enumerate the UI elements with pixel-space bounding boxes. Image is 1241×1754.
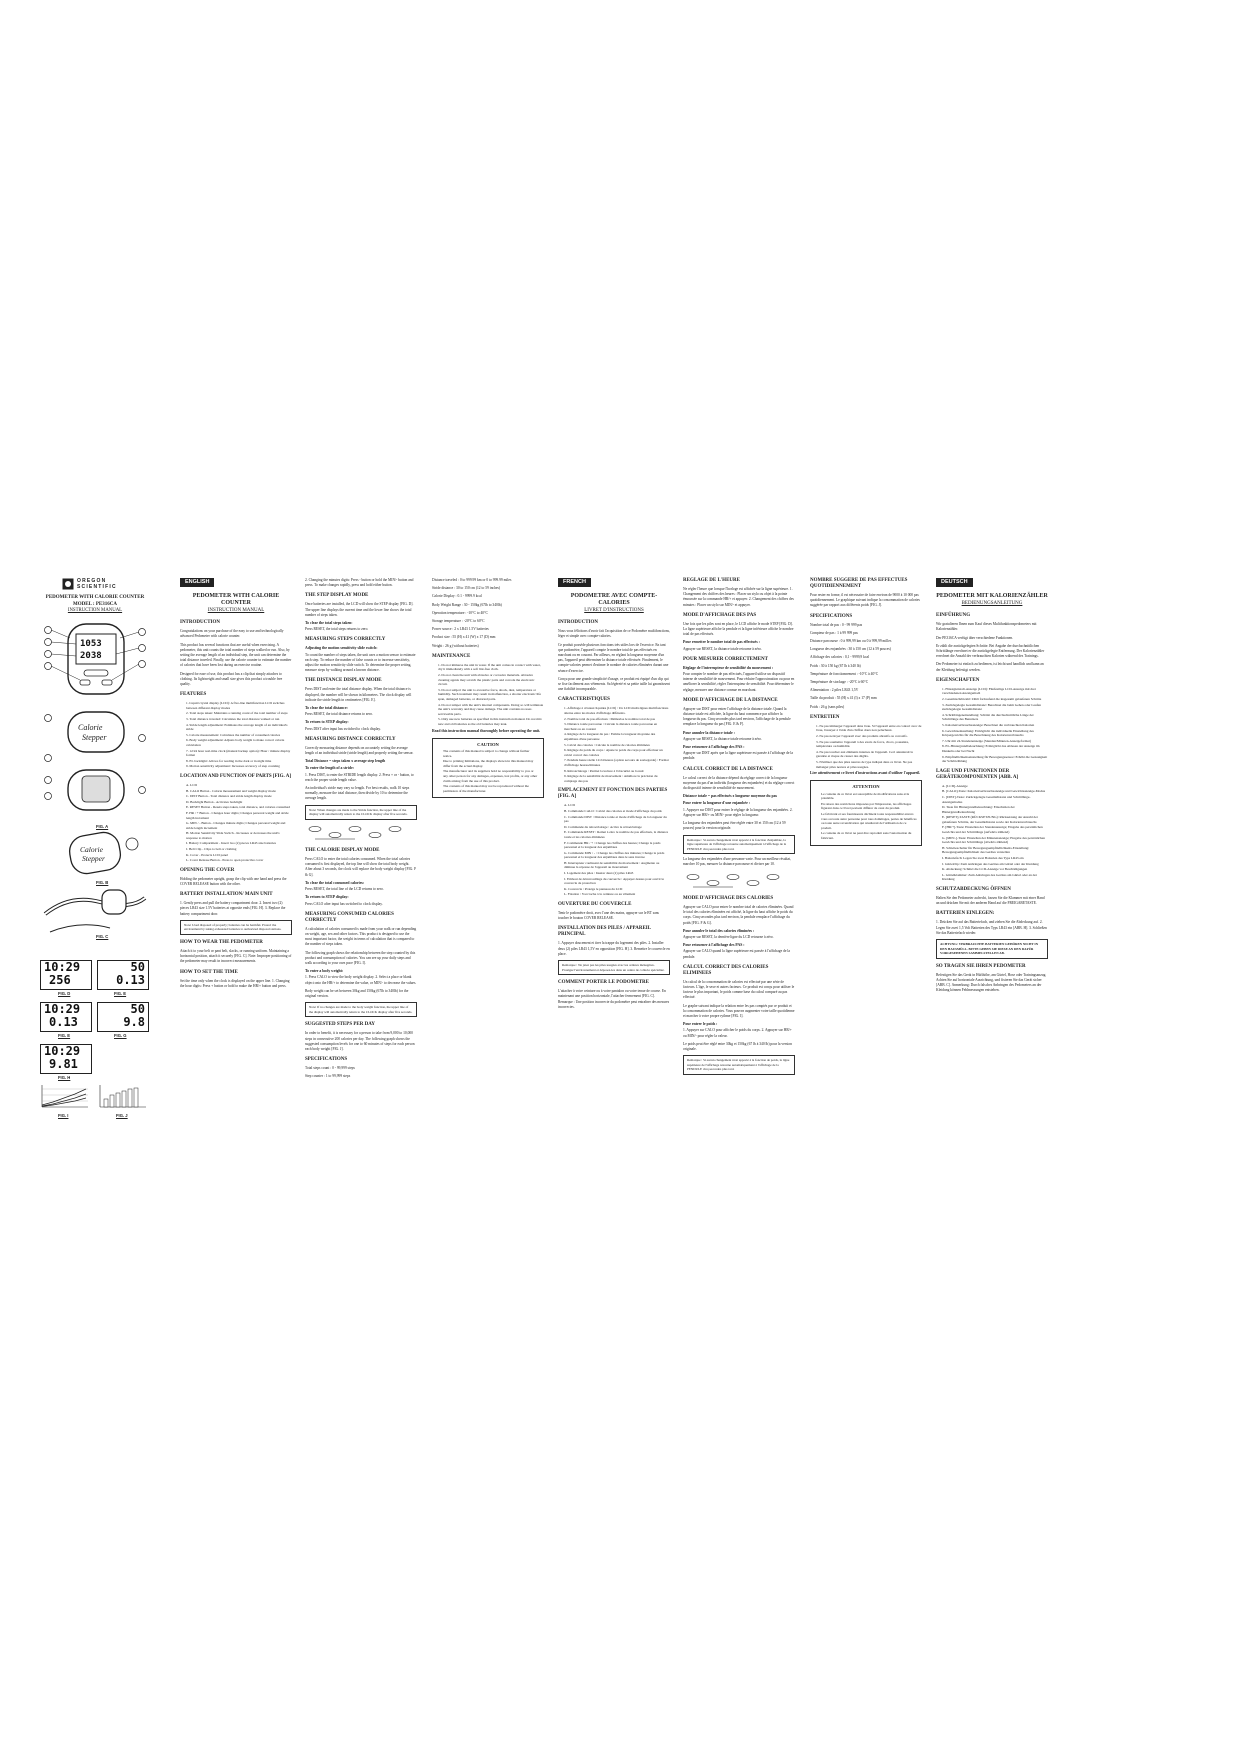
german-column-1 [936, 578, 1048, 997]
list-item: 4. Stride length adjustment: Estimates the average length of an individual's stride [186, 722, 288, 732]
section-heading: SCHUTZABDECKUNG ÖFFNEN [936, 887, 1011, 893]
paragraph: Ce produit possède plusieurs fonctions très utiles lors de l'exercice. En tant que podomètre, l'appareil compte le nombre total de pas effectués en marchant ou en courant. Par ailleurs, en réglant la longueur moyenne d'un pas, l'appareil peut déterminer la distance totale effectuée. Finalement, le compte-calories permet d'estimer le nombre de calories éliminées durant une séance d'exercice. [558, 642, 669, 673]
spec-row: Stride distance : 30 to 150 cm (12 to 59 inches) [432, 586, 501, 591]
paragraph: Appuyer sur DIST pour entrer l'affichage de la distance totale. Quand la distance totale est affichée, la ligne du haut commence par afficher la longueur du pas. Cinq secondes plus tard environ, l'affichage de la pendule remplace la longueur du pas [FIG. E & F]. [683, 706, 791, 727]
spec-row: Nombre total de pas : 0 - 99 999 pas [810, 622, 863, 627]
english-column-1 [180, 578, 292, 992]
paragraph: Appuyer sur DIST après que la ligne supérieure est passée à l'affichage de la pendule. [683, 751, 793, 761]
list-item: Le fabricant et ses fournisseurs déclinent toute responsabilité envers vous ou toute autre personne pour tous dommages, pertes de bénéfices ou toute autre revendication qui résulterait de l'utilisation de ce produit. [821, 811, 917, 830]
paragraph: Once batteries are installed, the LCD will show the STEP display [FIG. D]. The upper line displays the current time and the lower line shows the total number of steps taken. [305, 602, 414, 617]
paragraph: Le graphe suivant indique la relation entre les pas comptés par ce produit et la consommation de calories. Vous pouvez augmenter votre taille quotidienne et marcher à votre propre rythme [FIG. I]. [683, 1003, 795, 1018]
list-item: The contents of this manual may not be reproduced without the permission of the manufacturer. [443, 784, 529, 793]
list-item: 4. Schrittlängeneinstellung: Schätzt die durchschnittliche Länge der Schrittlänge des Benutzers [942, 712, 1034, 722]
list-item: D. Backlight Button - Activates backlight [186, 799, 243, 804]
subheading: To return to STEP display: [305, 895, 349, 900]
section-heading: FEATURES [180, 692, 207, 698]
section-heading: CARACTERISTIQUES [558, 697, 610, 703]
brand-name: OREGON SCIENTIFIC [77, 578, 117, 590]
section-heading: MAINTENANCE [432, 653, 471, 659]
subheading: Pour annuler le total des calories éliminées : [683, 928, 755, 933]
tab-english: ENGLISH [180, 578, 214, 587]
french-column-3 [810, 578, 922, 850]
paragraph: Er zählt die zurückgelegten Schritte. Bei Angabe der durchschnittlichen Schrittlänge errechnet er die zurückgelegte Entfernung. Der Kalorienzähler errechnet die Anzahl der verbrauchten Kalorien während des Trainings. [936, 643, 1045, 659]
english-column-3 [432, 578, 544, 802]
paragraph: Press DIST after input has switched to clock display. [305, 726, 381, 731]
paragraph: La longueur des enjambées d'une personne varie. Pour un meilleur résultat, marcher 10 pas, mesurer la distance parcourue et diviser par 10. [683, 857, 792, 867]
list-item: K. Cover - Protects LCD panel [186, 852, 228, 857]
list-item: C. DIST Button - Total distance and stride length display mode [186, 794, 272, 799]
list-item: E. Commande RESET : Remet à zéro le nombre de pas effectués, la distance totale et les calories éliminées [564, 830, 669, 839]
list-item: 4. Ne pas toucher aux éléments internes de l'appareil. Ceci annulerait la garantie et risque de causer des dégâts. [816, 749, 913, 759]
list-item: 7. 12/24 hour real-time clock (manual backup option): Hour / minute display format [186, 748, 291, 758]
attention-box [810, 780, 922, 845]
section-heading: POUR MESURER CORRECTEMENT [683, 656, 769, 662]
list-item: H. Schiebeschalter für Bewegungsempfindlichkeits-Einstellung: Bewegungsempfindlichkeit des Gerätes verstellen [942, 845, 1030, 855]
list-item: 8. EL-Hintergrundbeleuchtung: Ermöglicht das Ablesen der Anzeige im Dunkeln oder bei Nacht [942, 744, 1040, 753]
list-item: K. Abdeckung: Schützt die LCD-Anzeige vor Beschädigungen [942, 867, 1028, 872]
subheading: Read this instruction manual thoroughly before operating the unit. [432, 728, 541, 733]
list-item: 8. EL backlight: Allows for reading in the dark or in night time [186, 758, 272, 763]
section-heading: INSTALLATION DES PILES / APPAREIL PRINCIPAL [558, 926, 651, 938]
oregon-logo [62, 578, 132, 590]
paragraph: Befestigen Sie das Gerät in Hüfthöhe, am Gürtel, Hose oder Trainingsanzug. Achten Sie auf horizontale Ausrichtung, und fixieren Sie das Gerät sicher [ABB. C]. Anmerkung: Durch falsches Anbringen des Pedometers an der Kleidung können Fehlmessungen entstehen. [936, 972, 1047, 993]
paragraph: La longueur des enjambées peut être réglée entre 30 et 150 cm (12 à 59 pouces) pour la version originale. [683, 821, 786, 831]
list-item: The contents of this manual is subject to change without further notice. [443, 748, 530, 758]
paragraph: 1. Appuyer sur CALO pour afficher le poids du corps. 2. Appuyer sur HR/+ ou MIN/- pour régler la valeur. [683, 1028, 792, 1038]
note-box: ACHTUNG: VERBRAUCHTE BATTERIEN GEHÖREN NICHT IN DEN HAUSMÜLL. BITTE GEBEN SIE DIESE AN DEN DAFÜR VORGESEHENEN SAMMELSTELLEN AB. [936, 939, 1048, 959]
list-item: 2. Total steps taken: Maintains a running count of the total number of steps [186, 711, 288, 716]
svg-text:2038: 2038 [80, 651, 102, 661]
paragraph: Designed for ease of use, this product has a clip that simply attaches to clothing. Its lightweight and small size gives this product a trouble free quality. [180, 671, 283, 687]
paragraph: Press RESET, the total distance returns to zero. [305, 712, 373, 717]
spec-row: Taille du produit : 55 (H) x 41 (l) x 17 (P) mm [810, 696, 877, 701]
list-item: 1. Affichage à cristaux liquides (LCD) : Un LCD multi-lignes multifonctions alterne entre les modes d'affichage différents. [564, 706, 669, 716]
paragraph: 1. Drücken Sie auf das Batteriefach, und ziehen Sie die Abdeckung auf. 2. Legen Sie zwei 1,5 Volt Batterien des Typs LR43 ein [ABB. H]. 3. Schließen Sie das Batteriefach wieder. [936, 920, 1047, 935]
paragraph: Press RESET, the total steps returns to zero. [305, 627, 369, 632]
subheading: To clear the total steps taken: [305, 621, 353, 626]
list-item: H. Motion Sensitivity Slide Switch - Increases or decreases the unit's response to motion [186, 831, 280, 840]
caution-title: CAUTION [477, 741, 499, 747]
note-box: Note: If no changes are made to the body weight function, the upper line of the display will automatically return to the CLOCK display after five seconds. [305, 1002, 417, 1017]
fig-d-label: FIG. D [58, 991, 71, 996]
paragraph: Le poids peut être réglé entre 30kg et 150kg (67 lb à 340 lb) pour la version originale. [683, 1041, 792, 1051]
fig-j-graph [96, 1083, 148, 1111]
german-title: PEDOMETER MIT KALORIENZÄHLER [936, 593, 1048, 600]
section-heading: MODE D'AFFICHAGE DES PAS [683, 612, 757, 618]
list-item: 1. Ne pas immerger l'appareil dans l'eau. Si l'appareil entre en contact avec de l'eau, l'essuyer à l'aide d'un chiffon doux non pelucheux. [816, 723, 922, 733]
paragraph: Le calcul correct de la distance dépend du réglage correct de la longueur moyenne du pas d'un individu (longueur des enjambées) et du réglage correct du dispositif interne de sensibilité de mouvement. [683, 775, 795, 791]
subheading: To clear the total consumed calories: [305, 880, 365, 885]
paragraph: 1. Gently press and pull the battery compartment door. 2. Insert two (2) pieces LR43 size 1.5V batteries at opposite ends [FIG. H]. 3. Replace the battery compartment door. [180, 901, 286, 916]
paragraph: Wir gratulieren Ihnen zum Kauf dieses Multifunktionspedometers mit Kalorienzähler. [936, 622, 1037, 632]
fig-h-lcd-bottom: 9.81 [49, 1057, 78, 1071]
section-heading: EIGENSCHAFTEN [936, 677, 980, 683]
tab-deutsch: DEUTSCH [936, 578, 973, 587]
fig-e-lcd-top: 50 [130, 960, 145, 974]
list-item: 9. Réglage de la sensibilité de mouvement : Améliore la précision du comptage des pas [564, 774, 658, 783]
section-heading: MEASURING DISTANCE CORRECTLY [305, 736, 396, 742]
list-item: B. Commande CALO : Calcul des calories et mode d'affichage du poids [564, 808, 662, 813]
section-heading: INTRODUCTION [558, 620, 599, 626]
list-item: A. LCD [564, 803, 575, 808]
spec-row: Weight : 26 g (without batteries) [432, 643, 479, 648]
paragraph: 1. Press DIST, to enter the STRIDE length display. 2. Press + or - button, to reach the proper stride length value. [305, 772, 414, 782]
list-item: Le contenu de ce livret ne peut être reproduit sans l'autorisation du fabricant. [821, 831, 912, 840]
subheading: Pour retourner à l'affichage des PAS : [683, 745, 745, 750]
fig-h-label: FIG. H [58, 1075, 71, 1080]
list-item: Le contenu de ce livret est susceptible de modifications sans avis préalable. [821, 791, 910, 801]
fig-c-belt-drawing [40, 884, 150, 934]
paragraph: Press DIST and enter the total distance display. When the total distance is displayed, the number will be shown in kilometers. The clock display will indicate the stride length in centimeters [FIG. E]. [305, 687, 412, 702]
subheading: Adjusting the motion sensitivity slide switch: [305, 646, 378, 651]
subheading: Réglage de l'interrupteur de sensibilité du mouvement : [683, 665, 774, 670]
list-item: F. [HR/+]-Taste: Einstellen der Stundenanzeige; Eingabe des persönlichen Gewichts und der Schrittlänge (aufwärts zählend) [942, 825, 1043, 835]
list-item: 5. Kalorienverbrauchsanzeige: Berechnet die verbrauchten Kalorien [942, 722, 1035, 727]
attention-title: ATTENTION [852, 784, 880, 790]
subheading: Pour annuler la distance totale : [683, 730, 735, 735]
paragraph: A calculation of calories consumed is made from your walk or run depending on weight, age, sex and other factors. This product is designed to use the most important factor, the weight in terms of calculation that is compared to the number of steps taken. [305, 926, 417, 947]
list-item: B. [CALO]-Taste: Kalorienverbrauchsanzeige und Gewichtsanzeige-Modus [942, 789, 1046, 794]
paragraph: Halten Sie den Pedometer aufrecht, fassen Sie die Klammer mit einer Hand an und drücken Sie mit der anderen Hand auf die FREIGABETASTE. [936, 896, 1045, 906]
list-item: 3. Zurückgelegte Gesamtdistanz: Berechnet die beim Gehen oder Laufen zurückgelegte Gesamtdistanz [942, 702, 1041, 712]
list-item: J. Embout de déverrouillage du couvercle : Appuyer dessus pour ouvrir le couvercle de protection [564, 876, 664, 886]
fig-f-label: FIG. E [58, 1033, 71, 1038]
spec-row: Longueur des enjambées : 30 à 150 cm (12 à 59 pouces) [810, 647, 891, 652]
list-item: 3. Total distance traveled: Calculates the total distance walked or run [186, 717, 280, 722]
fig-f-lcd [40, 1002, 92, 1032]
list-item: H. Interrupteur coulissant de sensibilité du mouvement : Augmente ou diminue la réponse de l'appareil au mouvement [564, 860, 660, 870]
paragraph: Une fois que les piles sont en place, le LCD affiche le mode STEP [FIG. D]. La ligne supérieure affiche la pendule et la ligne inférieure affiche le nombre total de pas effectués. [683, 621, 794, 637]
fig-e-lcd [97, 960, 149, 990]
section-heading: NOMBRE SUGGERE DE PAS EFFECTUES QUOTIDIENNEMENT [810, 578, 908, 589]
list-item: 4. Réglage de la longueur du pas : Estime la longueur moyenne des enjambées d'une personne [564, 732, 656, 741]
svg-text:Calorie: Calorie [78, 723, 103, 732]
fig-f-lcd-bottom: 0.13 [49, 1015, 78, 1029]
paragraph: Pour compter le nombre de pas effectués, l'appareil utilise un dispositif interne de sensibilité de mouvement. Pour réduire l'approximation ou pour en améliorer la sensibilité, régler l'interrupteur de sensibilité. Pour déterminer le réglage, mesurer une distance connue en marchant. [683, 672, 795, 692]
list-item: 5. Only use new batteries as specified in this instruction manual. Do not mix new and old batteries as the old batteries may leak. [438, 717, 542, 726]
list-item: G. Commande MIN / - : Change les chiffres des minutes; Change le poids personnel et la longueur des enjambées dans le sens inverse [564, 850, 665, 860]
section-heading: BATTERY INSTALLATION/ MAIN UNIT [180, 892, 273, 898]
cover-manual: INSTRUCTION MANUAL [67, 608, 123, 613]
list-item: 7. Pendule heure réelle 12/24 heures (option secours de sauvegarde) : Format d'affichage heures/minutes [564, 758, 669, 767]
section-heading: HOW TO WEAR THE PEDOMETER [180, 940, 263, 946]
paragraph: Press CALO to enter the total calories consumed. When the total calories consumed is first displayed, the top line will show the total body weight. After about 3 seconds, the clock will replace the body weight display [FIG. F & G]. [305, 857, 417, 877]
list-item: 1. Do not immerse the unit in water. If the unit comes in contact with water, dry it immediately with a soft lint-free cloth. [438, 662, 541, 672]
list-item: E. [RESET]-TASTE (RÜCKSETZUNG): Rücksetzung der Anzahl der gelaufenen Schritte, der Gesamtdistanz sowie der Kalorienverbrauchs [942, 815, 1038, 824]
list-item: 2. Nombre total de pas effectués : Mémorise le nombre total de pas [564, 716, 655, 721]
list-item: 2. Gesamtschrittzahl: Zählt fortlaufend die insgesamt gelaufenen Schritte [942, 697, 1042, 702]
english-title: PEDOMETER WITH CALORIE COUNTER [192, 593, 280, 607]
spec-row: Distance parcourue : 0 à 999,99 km ou 0 à 999,99 milles [810, 639, 892, 644]
list-item: E. RESET Button - Resets steps taken, total distance, and calories consumed [186, 805, 290, 810]
spec-row: Operation temperature : -10°C to 40°C [432, 610, 488, 615]
paragraph: Nous vous félicitons d'avoir fait l'acquisition de ce Podomètre multifonctions, léger et simple avec compte-calories. [558, 629, 670, 639]
section-heading: OUVERTURE DU COUVERCLE [558, 902, 632, 908]
list-item: 6. Gewichtseinstellung: Ermöglicht die individuelle Einstellung des Körpergewichts für die Berechnung des Kalorienverbrauchs [942, 728, 1034, 738]
section-heading: EINFÜHRUNG [936, 613, 971, 619]
subheading: To clear the total distance: [305, 706, 348, 711]
list-item: L. Gürtelklammer: Zum Anbringen des Gerätes am Gürtel oder an der Kleidung [942, 872, 1038, 882]
section-heading: REGLAGE DE L'HEURE [683, 578, 740, 583]
section-heading: CALCUL CORRECT DES CALORIES ELIMINEES [683, 964, 769, 976]
french-column-2 [683, 578, 795, 1078]
list-item: 6. Body weight adjustment: Adjusts body weight to make correct calorie calculation [186, 738, 285, 747]
subheading: Lire attentivement ce livret d'instructions avant d'utiliser l'appareil. [810, 771, 921, 776]
paragraph: Correctly measuring distance depends on accurately setting the average length of an individual stride (stride length) and properly setting the sensor. [305, 745, 414, 756]
spec-row: Power source : 2 x LR43 1.5V batteries [432, 627, 489, 632]
section-heading: HOW TO SET THE TIME [180, 969, 238, 975]
section-heading: OPENING THE COVER [180, 867, 235, 873]
paragraph: Tenir le podomètre droit, avec l'une des mains, appuyer sur le BT sans toucher le bouton COVER RELEASE. [558, 911, 659, 921]
fig-a-back-drawing [40, 766, 150, 826]
list-item: G. MIN / - Button - Changes minute digits; Changes personal weight and stride length increment [186, 821, 286, 830]
fig-e-label: FIG. E [114, 991, 127, 996]
paragraph: Press CALO after input has switched to clock display. [305, 901, 383, 906]
paragraph: Ne régler l'heure que lorsque l'horloge est affichée sur la ligne supérieure. 1. Changement des chiffres des heures : Placer un stylo ou objet à la pointe émoussée sur la commande HR/+ et appuyer. 2. Changement des chiffres des minutes : Placer un stylo sur MIN/- et appuyer. [683, 587, 794, 607]
list-item: 2. Ne pas nettoyer l'appareil avec des produits abrasifs ou corrosifs. [816, 734, 908, 739]
section-heading: THE CALORIE DISPLAY MODE [305, 848, 380, 854]
section-heading: MODE D'AFFICHAGE DES CALORIES [683, 895, 774, 901]
subheading: Pour remettre le nombre total de pas effectués : [683, 640, 760, 645]
section-heading: THE DISTANCE DISPLAY MODE [305, 678, 382, 684]
list-item: I. Logement des piles : Insérer deux (2) piles LR43 [564, 871, 634, 876]
paragraph: Press RESET, the total line of the LCD returns to zero. [305, 887, 384, 892]
paragraph: Holding the pedometer upright, grasp the clip with one hand and press the COVER RELEASE button with the other. [180, 876, 287, 887]
stride-diagram [683, 871, 795, 889]
paragraph: To count the number of steps taken, the unit uses a motion sensor to estimate each step. To reduce the number of false counts or to increase sensitivity, adjust the motion sensitivity slide switch. To determine the proper setting, measure steps by walking around a known distance. [305, 652, 416, 673]
cover-model: MODEL : PE316CA [73, 602, 117, 607]
paragraph: Attach it to your belt or pant belt, slacks, or running uniform. Maintaining a horizontal position, attach it securely [FIG. C]. Note: Improper positioning of the pedometer may result in incorrect measurements. [180, 949, 292, 964]
list-item: I. Battery Compartment - Insert two (2) pieces LR43 size batteries [186, 841, 276, 846]
fig-c-label: FIG. C [96, 934, 109, 939]
list-item: G. [MIN/-]-Taste: Einstellen der Minutenanzeige; Eingabe des persönlichen Gewichts und der Schrittlänge (abwärts zählend) [942, 835, 1045, 845]
spec-row: Poids : 30 à 150 kg (67 lb à 340 lb) [810, 663, 861, 668]
list-item: 3. Ne pas soumettre l'appareil à des excès de force, chocs, poussière, température ou humidité. [816, 739, 909, 749]
list-item: 9. Empfindlichkeitseinstellung für Bewegungssensor: Erhöht die Genauigkeit der Schrittzählung [942, 754, 1048, 764]
list-item: F. Commande HR / + : Change les chiffres des heures; Change le poids personnel et la longueur des enjambées [564, 840, 661, 850]
fig-i-graph [38, 1083, 90, 1111]
section-heading: MEASURING CONSUMED CALORIES CORRECTLY [305, 911, 394, 923]
spec-row: Step counter : 1 to 99,999 steps [305, 1074, 351, 1079]
section-heading: COMMENT PORTER LE PODOMETRE [558, 980, 649, 986]
list-item: 5. Calorie measurement: Calculates the number of consumed calories [186, 732, 281, 737]
fig-j-label: FIG. J [116, 1113, 128, 1118]
english-column-2 [305, 578, 417, 1083]
paragraph: 2. Changing the minutes digits: Press - button or hold the MIN/- button and press. To make changes rapidly, press and hold either button. [305, 578, 414, 588]
section-heading: BATTERIEN EINLEGEN: [936, 911, 995, 917]
fig-e-lcd-bottom: 0.13 [116, 973, 145, 987]
subheading: To enter the length of a stride: [305, 766, 354, 771]
fig-d-lcd-bottom: 256 [49, 973, 71, 987]
list-item: 4. Do not tamper with the unit's internal components. Doing so will terminate the unit's warranty and may cause damage. The unit contains no user-serviceable parts. [438, 702, 544, 716]
fig-b-label: FIG. B [96, 880, 109, 885]
paragraph: Pour rester en forme, il est nécessaire de faire environ de 9000 à 10 000 pas quotidiennement. Le graphique suivant indique la consommation de calories suggérée par rapport aux différents poids [FIG. J]. [810, 593, 920, 608]
fig-i-label: FIG. I [58, 1113, 69, 1118]
list-item: 5. N'utiliser que des piles neuves de type indiqué dans ce livret. Ne pas mélanger piles neuves et piles usagées. [816, 760, 913, 769]
list-item: I. Batteriefach: Legen Sie zwei Batterien des Typs LR43 ein [942, 856, 1024, 861]
fig-g-lcd-bottom: 9.8 [123, 1015, 145, 1029]
fig-f-lcd-top: 10:29 [44, 1002, 81, 1016]
list-item: Due to printing limitations, the displays shown in this manual may differ from the actual display. [443, 759, 534, 768]
section-heading: SO TRAGEN SIE IHREN PEDOMETER [936, 963, 1026, 969]
paragraph: Set the time only when the clock is displayed on the upper line. 1. Changing the hour digits: Press + button or hold to make the HR/+ button and press. [180, 978, 290, 988]
paragraph: This product has several functions that are useful when exercising. A pedometer, this unit counts the total number of steps walked or run. Also, by setting the average length of an individual step, the unit can determine the total distance traveled. Finally, use the calorie counter to estimate the number of calories that have been lost during an exercise routine. [180, 642, 292, 668]
paragraph: 1. Appuyer sur DIST pour entrer le réglage de la longueur des enjambées. 2. Appuyer sur HR/+ ou MIN/- pour régler la longueur. [683, 807, 793, 817]
spec-row: Body Weight Range : 30 - 150kg (67lb to 340lb) [432, 602, 502, 607]
spec-row: Product size : 55 (H) x 41 (W) x 17 (D) mm [432, 635, 496, 640]
french-subtitle: LIVRET D'INSTRUCTIONS [584, 608, 644, 614]
paragraph: Appuyer sur CALO pour entrer le nombre total de calories éliminées. Quand le total des calories éliminées est affiché, la ligne du haut affiche le poids du corps. Cinq secondes plus tard environ, la pendule remplace l'affichage du poids [FIG. F & G]. [683, 904, 794, 925]
svg-text:Stepper: Stepper [82, 854, 105, 863]
subheading: Pour retourner à l'affichage des PAS : [683, 943, 745, 948]
note-box: Remarque : Si aucun changement n'est apporté à la fonction de poids, la ligne supérieure de l'affichage retourne automatiquement à l'affichage de la PENDULE cinq secondes plus tard. [683, 1055, 795, 1075]
fig-b-drawing [40, 830, 150, 880]
spec-row: Affichage des calories : 0,1 - 9999,9 kcal [810, 655, 870, 660]
list-item: The manufacturer and its suppliers hold no responsibility to you or any other person for any damages, expenses, lost profits, or any other claim arising from the use of this product. [443, 769, 538, 783]
fig-a-device-drawing [40, 618, 150, 708]
svg-text:Calorie: Calorie [80, 845, 103, 854]
paragraph: 1. Appuyer doucement et tirer la trappe du logement des piles. 2. Installer deux (2) piles LR43 1,5V en opposition [FIG. H]. 3. Remettre le couvercle en place. [558, 941, 670, 956]
section-heading: ENTRETIEN [810, 714, 840, 720]
list-item: D. Taste für Hintergrundbeleuchtung: Einschalten der Hintergrundbeleuchtung [942, 805, 1015, 814]
fig-g-lcd [97, 1002, 149, 1032]
list-item: 1. Flüssigkristall-Anzeige (LCD): Fünfzeilige LCD-Anzeige mit drei verschiedenen Anzeigemodi [942, 686, 1036, 696]
list-item: L. Cover Release Button - Press to open protective cover [186, 858, 264, 863]
subheading: Total Distance = steps taken x average step length [305, 759, 386, 764]
paragraph: Appuyer sur RESET, la distance totale retourne à zéro. [683, 646, 762, 651]
svg-text:Stepper: Stepper [82, 733, 107, 742]
section-heading: INTRODUCTION [180, 620, 221, 626]
paragraph: 1. Press CALO to view the body weight display. 2. Select a place or blank object onto the HR/+ to determine the value, or MIN/- to decrease the values. [305, 975, 417, 985]
section-heading: CALCUL CORRECT DE LA DISTANCE [683, 766, 773, 772]
fig-h-lcd-top: 10:29 [44, 1044, 81, 1058]
list-item: B. CALO Button - Calorie measurement and weight display mode [186, 788, 276, 793]
section-heading: THE STEP DISPLAY MODE [305, 593, 369, 599]
spec-row: Poids : 26 g (sans piles) [810, 704, 845, 709]
list-item: 7. Uhr mit 24-Stundenanzeige (Stunden/Minuten-Anzeigeformat) [942, 738, 1031, 743]
section-heading: LOCATION AND FUNCTION OF PARTS [FIG. A] [180, 773, 291, 779]
list-item: 8. Rétroéclairage : Permet la lecture à l'obscurité ou la nuit [564, 768, 644, 773]
french-column-1 [558, 578, 670, 1013]
section-heading: MEASURING STEPS CORRECTLY [305, 637, 386, 643]
paragraph: An individual's stride may vary so length. For best results, walk 10 steps normally, measure the total distance, then divide by 10 to determine the average length. [305, 786, 410, 801]
paragraph: In order to benefit, it is necessary for a person to take from 9,000 to 10,000 steps in consecutive 200 calories per day. The following graph shows the suggested consumption levels for one to 60 minutes of steps for each person each body weight [FIG. J]. [305, 1031, 415, 1051]
svg-text:1053: 1053 [80, 639, 102, 649]
spec-row: Distance traveled : 0 to 999.99 km or 0 to 999.99 miles [432, 578, 512, 582]
list-item: K. Couvercle : Protège le panneau du LCD [564, 886, 623, 891]
tab-french: FRENCH [558, 578, 591, 587]
list-item: A. LCD [186, 782, 197, 787]
note-box: Remarque : Si aucun changement n'est apporté à la fonction d'enjambée, la ligne supérieure de l'affichage retourne automatiquement à l'affichage de la PENDULE cinq secondes plus tard. [683, 835, 795, 855]
cover-title: PEDOMETER WITH CALORIE COUNTER [45, 595, 145, 600]
fig-h-lcd [40, 1044, 92, 1074]
fig-a-label: FIG. A [96, 824, 109, 829]
list-item: 6. Réglage du poids du corps : Ajuste le poids du corps pour effectuer un calcul correct des calories [564, 748, 663, 757]
paragraph: L'attacher à votre ceinture ou à votre pantalon ou votre tenue de course. En maintenant une position horizontale, l'attacher fermement [FIG. C]. Remarque : Une position incorrecte du podomètre peut entraîner des mesures incorrectes. [558, 989, 670, 1009]
spec-row: Calorie Display : 0.1 - 9999.9 kcal [432, 594, 482, 599]
paragraph: Un calcul de la consommation de calories est effectué par une série de facteurs. L'âge, le sexe et autres facteurs. Ce produit est conçu pour utiliser le facteur le plus important, le poids comme base du calcul comparé au pas effectué. [683, 979, 795, 1000]
section-heading: SPECIFICATIONS [305, 1057, 348, 1063]
spec-row: Température de stockage : -20°C à 60°C [810, 680, 869, 685]
paragraph: Body weight can be set between 30kg and 150kg (67lb to 340lb) for the original version. [305, 988, 409, 998]
section-heading: LAGE UND FUNKTIONEN DER GERÄTEKOMPONENTEN [ABB. A] [936, 768, 1019, 780]
subheading: To return to STEP display: [305, 720, 349, 725]
stride-diagram [305, 823, 417, 841]
fig-g-lcd-top: 50 [130, 1002, 145, 1016]
list-item: F. HR / + Button - Changes hour digits; Changes personal weight and stride length increment [186, 810, 289, 820]
paragraph: Appuyer sur RESET, la distance totale retourne à zéro. [683, 736, 762, 741]
french-title: PODOMETRE AVEC COMPTE-CALORIES [570, 593, 658, 607]
list-item: J. Belt Clip - Clips to belt or clothing [186, 847, 237, 852]
list-item: En raison des restrictions imposées par l'impression, les affichages figurant dans ce livret peuvent différer de ceux du produit. [821, 801, 912, 811]
section-heading: SPECIFICATIONS [810, 613, 853, 619]
german-subtitle: BEDIENUNGSANLEITUNG [961, 601, 1023, 607]
subheading: Pour entrer la longueur d'une enjambée : [683, 801, 751, 806]
fig-d-lcd-top: 10:29 [44, 960, 81, 974]
paragraph: Der PE316CA verfügt über verschiedene Funktionen. [936, 635, 1014, 640]
subheading: Pour entrer le poids : [683, 1022, 718, 1027]
spec-row: Total steps count : 0 - 99,999 steps [305, 1066, 355, 1071]
list-item: 9. Motion sensitivity adjustment: Increases accuracy of step counting [186, 764, 280, 769]
note-box: Note: When changes are made to the Stride function, the upper line of the display will automatically return to the CLOCK display after five seconds. [305, 805, 417, 820]
note-box: Remarque : Ne jetez pas les piles usagées avec les ordures ménagères. Protégez l'environnement et déposez-les dans un centre de collecte spécialisé. [558, 960, 670, 975]
spec-row: Alimentation : 2 piles LR43 1,5V [810, 688, 859, 693]
caution-box [432, 738, 544, 799]
section-heading: MODE D'AFFICHAGE DE LA DISTANCE [683, 697, 778, 703]
spec-row: Température de fonctionnement : -10°C à 40°C [810, 671, 879, 676]
paragraph: Congratulations on your purchase of the easy to use and technologically advanced Pedometer with calorie counter. [180, 629, 284, 639]
note-box: Note: Used disposed of properly; batteries can be harmful. Protect the environment by taking exhausted batteries to authorized disposal stations. [180, 920, 292, 935]
section-heading: SUGGESTED STEPS PER DAY [305, 1022, 375, 1028]
list-item: D. Commande du rétroéclairage : Active le rétroéclairage [564, 824, 642, 829]
list-item: C. [DIST]-Taste: Zurückgelegte Gesamtdistanz und Schrittlänge-Anzeigemodus [942, 794, 1031, 804]
spec-row: Compteur de pas : 1 à 99 999 pas [810, 630, 858, 635]
paragraph: The following graph shows the relationship between the step counted by this product and consumption of calories. You can see up your daily steps and walk according to your own pace [FIG. I]. [305, 950, 416, 965]
english-subtitle: INSTRUCTION MANUAL [207, 608, 265, 614]
paragraph: Appuyer sur RESET, la dernière ligne du LCD retourne à zéro. [683, 934, 774, 939]
list-item: 2. Do not clean the unit with abrasive or corrosive materials. Abrasive cleaning agents may scratch the plastic parts and corrode the electronic circuit. [438, 673, 535, 687]
list-item: J. Gürtelclip: Zum Anbringen des Gerätes am Gürtel oder der Kleidung [942, 861, 1039, 866]
paragraph: Der Pedometer ist einfach zu bedienen, ist leicht und handlich und kann an der Kleidung befestigt werden. [936, 662, 1044, 672]
spec-row: Storage temperature : -20°C to 60°C [432, 619, 485, 624]
list-item: 5. Calcul des calories : Calcule le nombre de calories éliminées [564, 742, 650, 747]
paragraph: Appuyer sur CALO quand la ligne supérieure est passée à l'affichage de la pendule. [683, 949, 790, 959]
list-item: C. Commande DIST : Distance totale et mode d'affichage de la longueur du pas [564, 814, 667, 824]
fig-d-lcd [40, 960, 92, 990]
paragraph: Conçu pour une grande simplicité d'usage, ce produit est équipé d'un clip qui se fixe facilement aux vêtements. Sa légèreté et sa petite taille lui garantissent une fiabilité incomparable. [558, 676, 670, 692]
list-item: L. Fixation : S'accroche à la ceinture ou au vêtement [564, 892, 636, 897]
list-item: 1. Liquid crystal display (LCD): A five-line multifunction LCD switches between different display modes [186, 701, 285, 710]
fig-g-label: FIG. G [114, 1033, 127, 1038]
list-item: 3. Do not subject the unit to excessive force, shock, dust, temperature or humidity. Such treatment may result in malfunction, a shorter electronic life span, damaged batteries, or distorted parts. [438, 687, 541, 701]
fig-a-cover-drawing [40, 708, 150, 768]
list-item: A. [LCD]-Anzeige [942, 783, 968, 788]
list-item: 3. Distance totale parcourue : Calcule la distance totale parcourue en marchant ou en courant [564, 722, 658, 731]
subheading: To enter a body weight: [305, 969, 344, 974]
subheading: Distance totale = pas effectués x longueur moyenne du pas [683, 794, 777, 799]
section-heading: EMPLACEMENT ET FONCTION DES PARTIES [FIG. A] [558, 788, 668, 800]
